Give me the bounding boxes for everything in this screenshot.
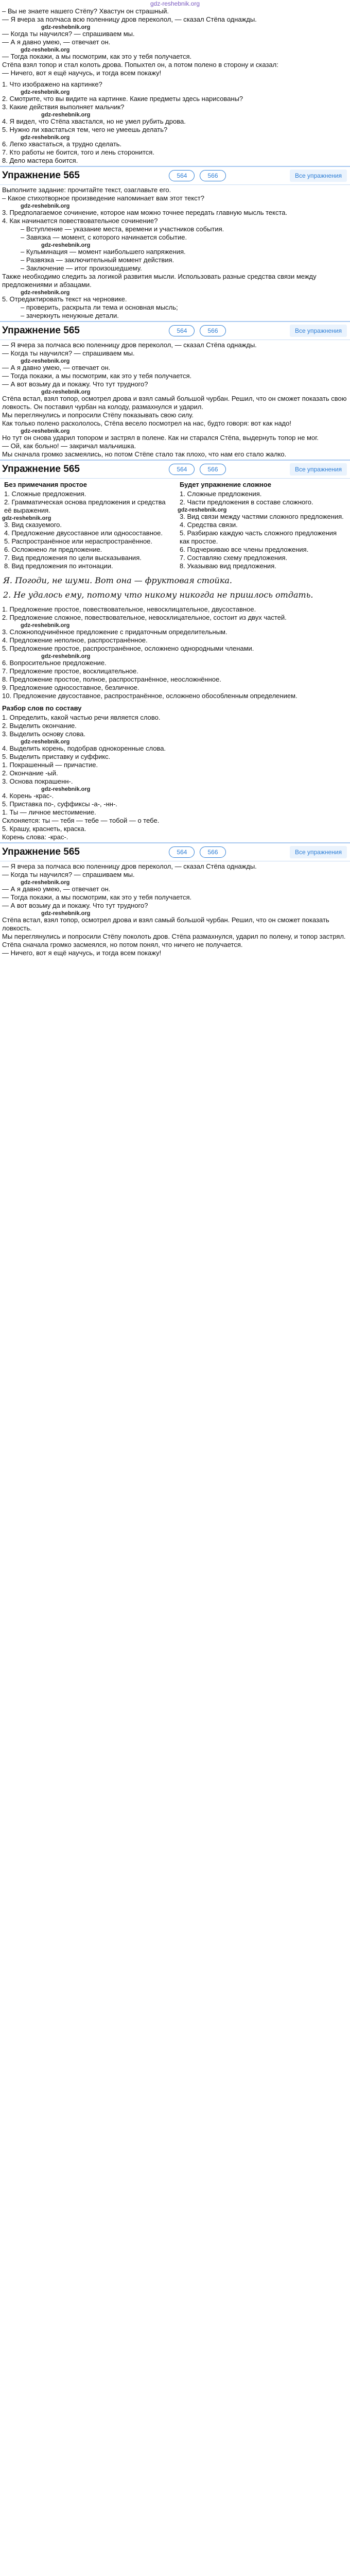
text-line: 6. Вопросительное предложение. (2, 659, 107, 667)
text-line: 3. Основа покрашенн-. (2, 777, 73, 785)
table-cell: 8. Указываю вид предложения. (180, 562, 276, 570)
text-line: – Вступление — указание места, времени и участников события. (21, 225, 224, 233)
body3-block (0, 605, 350, 700)
dialog-line: — Я вчера за полчаса всю поленницу дров переколол, — сказал Стёпа однажды. (2, 15, 257, 23)
watermark: gdz-reshebnik.org (178, 507, 227, 513)
story-line: — Когда ты научился? — спрашиваем мы. (2, 349, 135, 357)
dialog-line: – Вы не знаете нашего Стёпу? Хвастун он страшный. (2, 7, 169, 15)
answer-line: 5. Нужно ли хвастаться тем, чего не умеешь делать? (2, 126, 168, 133)
exercise-nav-bar (0, 460, 350, 479)
story-line: — А я давно умею, — отвечает он. (2, 885, 111, 893)
table-cell: 1. Сложные предложения. (4, 490, 86, 498)
body1-block (0, 186, 350, 320)
table-cell: 8. Вид предложения по интонации. (4, 562, 113, 570)
next-exercise-button[interactable]: 566 (200, 170, 225, 181)
prev-exercise-button[interactable]: 564 (169, 846, 195, 858)
all-exercises-link[interactable]: Все упражнения (290, 325, 347, 337)
story-line: — Ой, как больно! — закричал мальчишка. (2, 442, 136, 450)
text-line: 4. Как начинается повествовательное сочинение? (2, 217, 158, 225)
table-left-header: Без примечания простое (4, 481, 87, 488)
text-line: 4. Предложение неполное, распространённое. (2, 636, 148, 644)
dialog-line: — Тогда покажи, а мы посмотрим, как это у тебя получается. (2, 53, 192, 60)
watermark: gdz-reshebnik.org (21, 134, 70, 141)
body4-block (0, 714, 350, 841)
all-exercises-link[interactable]: Все упражнения (290, 170, 347, 182)
table-cell: 3. Вид связи между частями сложного предложения. (180, 513, 344, 520)
table-cell: 3. Вид сказуемого. (4, 521, 62, 529)
text-line: Корень слова: -крас-. (2, 833, 68, 841)
table-cell: 4. Средства связи. (180, 521, 238, 529)
exercise-title: Упражнение 565 (2, 464, 80, 474)
dialog-line: — А я давно умею, — отвечает он. (2, 38, 111, 46)
exercise-nav-bar (0, 166, 350, 185)
answer-line: 6. Легко хвастаться, а трудно сделать. (2, 140, 122, 148)
dialog-line: — Когда ты научился? — спрашиваем мы. (2, 30, 135, 38)
text-line: 1. Покрашенный — причастие. (2, 761, 98, 769)
answer-line: 8. Дело мастера боится. (2, 157, 78, 164)
story-line: Но тут он снова ударил топором и застрял в полене. Как ни старался Стёпа, выдернуть топор не мог. (2, 434, 319, 442)
text-line: Также необходимо следить за логикой развития мысли. Использовать разные средства связи между предложениями и абзацами. (2, 273, 317, 289)
table-cell: 2. Части предложения в составе сложного. (180, 498, 313, 506)
text-line: – Заключение — итог произошедшему. (21, 264, 142, 272)
watermark: gdz-reshebnik.org (21, 203, 70, 209)
prev-exercise-button[interactable]: 564 (169, 170, 195, 181)
text-line: – проверить, раскрыта ли тема и основная мысль; (21, 303, 178, 311)
text-line: 2. Окончание -ый. (2, 769, 58, 777)
watermark: gdz-reshebnik.org (21, 290, 70, 296)
text-line: Выполните задание: прочитайте текст, озаглавьте его. (2, 186, 171, 194)
watermark: gdz-reshebnik.org (21, 739, 70, 745)
answer-line: 4. Я видел, что Стёпа хвастался, но не умел рубить дрова. (2, 117, 186, 125)
answer-line: 2. Смотрите, что вы видите на картинке. Какие предметы здесь нарисованы? (2, 95, 243, 103)
dialog-line: Стёпа взял топор и стал колоть дрова. Попыхтел он, а потом полено в сторону и сказал: (2, 61, 278, 69)
watermark: gdz-reshebnik.org (41, 24, 91, 30)
text-line: 1. Ты — личное местоимение. (2, 808, 96, 816)
watermark: gdz-reshebnik.org (21, 358, 70, 364)
text-line: – Развязка — заключительный момент действия. (21, 256, 174, 264)
watermark: gdz-reshebnik.org (21, 89, 70, 95)
text-line: 9. Предложение односоставное, безличное. (2, 684, 139, 691)
text-line: – Какое стихотворное произведение напоминает вам этот текст? (2, 194, 204, 202)
text-line: 4. Корень -крас-. (2, 792, 54, 800)
handwritten-line: Я. Погоди, не шуми. Вот она — фруктовая стойка. (3, 575, 233, 585)
text-line: – Завязка — момент, с которого начинается событие. (21, 233, 187, 241)
handwritten-line: 2. Не удалось ему, потому что никому никогда не пришлось отдать. (3, 590, 313, 600)
text-line: 5. Выделить приставку и суффикс. (2, 753, 111, 760)
text-line: 4. Выделить корень, подобрав однокоренные слова. (2, 744, 166, 752)
watermark: gdz-reshebnik.org (21, 622, 70, 629)
text-line: 3. Выделить основу слова. (2, 730, 85, 738)
watermark: gdz-reshebnik.org (41, 910, 91, 917)
text-line: 3. Сложноподчинённое предложение с придаточным определительным. (2, 628, 227, 636)
story-line: Как только полено раскололось, Стёпа весело посмотрел на нас, будто говоря: вот как надо! (2, 419, 291, 427)
story-line: Стёпа сначала громко засмеялся, но потом понял, что ничего не получается. (2, 941, 243, 948)
table-cell: 5. Распространённое или нераспространённое. (4, 537, 153, 545)
all-exercises-link[interactable]: Все упражнения (290, 463, 347, 476)
story-line: — А я давно умею, — отвечает он. (2, 364, 111, 371)
answer-line: 1. Что изображено на картинке? (2, 80, 102, 88)
table-cell: 4. Предложение двусоставное или односоставное. (4, 529, 163, 537)
handwriting-block (0, 570, 350, 605)
table-cell: 2. Грамматическая основа предложения и средства её выражения. (4, 498, 166, 514)
table-cell: 7. Вид предложения по цели высказывания. (4, 554, 142, 562)
text-line: 1. Предложение простое, повествовательное, невосклицательное, двусоставное. (2, 605, 256, 613)
parse-table (0, 480, 350, 570)
answers-block (0, 77, 350, 165)
morph-title: Разбор слов по составу (2, 704, 82, 712)
story-line: — Я вчера за полчаса всю поленницу дров переколол, — сказал Стёпа однажды. (2, 862, 257, 870)
exercise-nav-bar (0, 842, 350, 861)
exercise-title: Упражнение 565 (2, 325, 80, 336)
table-cell: 1. Сложные предложения. (180, 490, 262, 498)
text-line: – зачеркнуть ненужные детали. (21, 312, 119, 319)
story-line: — А вот возьму да и покажу. Что тут трудного? (2, 902, 148, 909)
prev-exercise-button[interactable]: 564 (169, 325, 195, 336)
watermark: gdz-reshebnik.org (41, 653, 91, 659)
text-line: 2. Предложение сложное, повествовательное, невосклицательное, состоит из двух частей. (2, 614, 287, 621)
next-exercise-button[interactable]: 566 (200, 325, 225, 336)
watermark: gdz-reshebnik.org (41, 389, 91, 395)
exercise-title: Упражнение 565 (2, 846, 80, 857)
story-line: Мы сначала громко засмеялись, но потом Стёпе стало так плохо, что нам его стало жалко. (2, 450, 287, 458)
site-header[interactable]: gdz-reshebnik.org (150, 0, 200, 7)
text-line: 8. Предложение простое, полное, распространённое, неосложнённое. (2, 675, 221, 683)
exercise-nav-bar (0, 321, 350, 340)
watermark: gdz-reshebnik.org (41, 112, 91, 118)
table-cell: 7. Составляю схему предложения. (180, 554, 288, 562)
text-line: 1. Определить, какой частью речи является слово. (2, 714, 161, 721)
story-line: Мы переглянулись и попросили Стёпу поколоть дров. Стёпа размахнулся, ударил по полену, и топор застрял. (2, 933, 346, 940)
table-cell: 6. Осложнено ли предложение. (4, 546, 102, 553)
text-line: 7. Предложение простое, восклицательное. (2, 667, 138, 675)
text-line: 2. Выделить окончание. (2, 722, 77, 730)
answer-line: 7. Кто работы не боится, того и лень сторонится. (2, 148, 154, 156)
table-cell: 6. Подчеркиваю все члены предложения. (180, 546, 309, 553)
text-line: 3. Предполагаемое сочинение, которое нам можно точнее передать главную мысль текста. (2, 209, 288, 216)
dialog-block (0, 7, 350, 77)
exercise-title: Упражнение 565 (2, 170, 80, 181)
watermark: gdz-reshebnik.org (21, 879, 70, 886)
story-block (0, 341, 350, 459)
story-line: Мы переглянулись и попросили Стёпу показывать свою силу. (2, 411, 194, 419)
story2-block (0, 862, 350, 957)
story-line: — Тогда покажи, а мы посмотрим, как это у тебя получается. (2, 893, 192, 901)
table-right-column (178, 480, 348, 570)
story-line: — Я вчера за полчаса всю поленницу дров переколол, — сказал Стёпа однажды. (2, 341, 257, 349)
text-line: – Кульминация — момент наибольшего напряжения. (21, 248, 186, 256)
story-line: Стёпа встал, взял топор, осмотрел дрова и взял самый большой чурбан. Решил, что он сможет показать ловкость. (2, 916, 329, 932)
text-line: 10. Предложение двусоставное, распространённое, осложнено обособленным определением. (2, 692, 297, 700)
watermark: gdz-reshebnik.org (2, 515, 51, 521)
watermark: gdz-reshebnik.org (41, 786, 91, 792)
text-line: 5. Отредактировать текст на черновике. (2, 295, 127, 303)
story-line: — Ничего, вот я ещё научусь, и тогда всем покажу! (2, 949, 162, 957)
story-line: — Тогда покажи, а мы посмотрим, как это у тебя получается. (2, 372, 192, 380)
next-exercise-button[interactable]: 566 (200, 464, 225, 475)
text-line: Склоняется: ты — тебя — тебе — тобой — о тебе. (2, 817, 160, 824)
watermark: gdz-reshebnik.org (41, 242, 91, 248)
all-exercises-link[interactable]: Все упражнения (290, 846, 347, 858)
story-line: — Когда ты научился? — спрашиваем мы. (2, 871, 135, 878)
prev-exercise-button[interactable]: 564 (169, 464, 195, 475)
next-exercise-button[interactable]: 566 (200, 846, 225, 858)
story-line: — А вот возьму да и покажу. Что тут трудного? (2, 380, 148, 388)
watermark: gdz-reshebnik.org (21, 47, 70, 53)
watermark: gdz-reshebnik.org (21, 428, 70, 434)
text-line: 5. Предложение простое, распространённое, осложнено однородными членами. (2, 645, 254, 652)
text-line: 5. Крашу, краснеть, краска. (2, 825, 86, 833)
text-line: 5. Приставка по-, суффиксы -а-, -нн-. (2, 800, 117, 808)
table-cell: 5. Разбираю каждую часть сложного предложения как простое. (180, 529, 337, 545)
answer-line: 3. Какие действия выполняет мальчик? (2, 103, 125, 111)
dialog-line: — Ничего, вот я ещё научусь, и тогда всем покажу! (2, 69, 162, 77)
table-left-column (2, 480, 172, 570)
story-line: Стёпа встал, взял топор, осмотрел дрова и взял самый большой чурбан. Решил, что он сможет показать свою ловкость. Он поставил чурбан на колоду, размахнулся и ударил. (2, 395, 347, 411)
table-right-header: Будет упражнение сложное (180, 481, 271, 488)
